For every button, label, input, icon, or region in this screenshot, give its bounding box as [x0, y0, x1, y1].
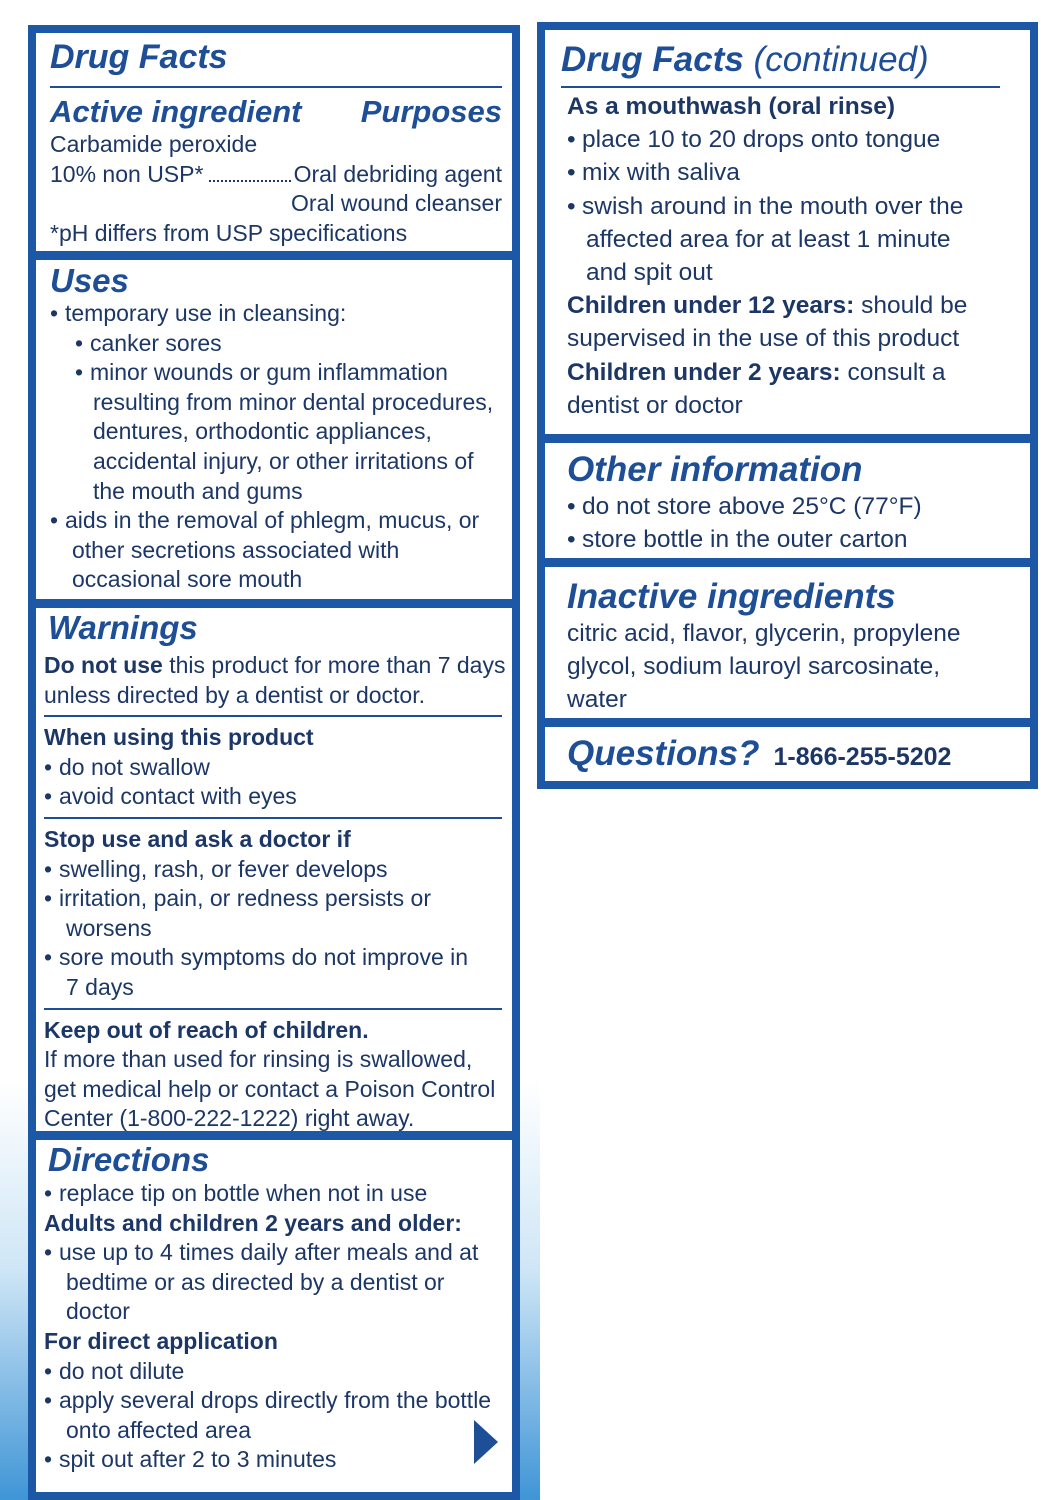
other-item: • store bottle in the outer carton [567, 523, 1020, 556]
continued-label: (continued) [753, 40, 929, 79]
warning-item: • sore mouth symptoms do not improve in [44, 943, 502, 973]
uses-heading: Uses [50, 262, 129, 299]
drug-facts-right-panel [537, 22, 1038, 789]
children-2-line [561, 356, 1020, 389]
do-not-use-text-2: unless directed by a dentist or doctor. [44, 681, 425, 708]
warnings-divider [44, 1008, 502, 1010]
adults-heading: Adults and children 2 years and older: [44, 1209, 462, 1236]
children-2-label: Children under 2 years: [567, 358, 841, 386]
uses-item: • temporary use in cleansing: [50, 299, 502, 329]
directions-item: • use up to 4 times daily after meals and at [44, 1238, 502, 1268]
when-using-heading: When using this product [44, 724, 314, 751]
children-12-line [561, 289, 1020, 322]
keep-out-heading: Keep out of reach of children. [44, 1016, 369, 1043]
uses-text: resulting from minor dental procedures, [93, 388, 494, 415]
uses-item: • aids in the removal of phlegm, mucus, or [50, 506, 502, 536]
adults-heading-text: Adults and children 2 years and older [44, 1209, 455, 1236]
inactive-text: glycol, sodium lauroyl sarcosinate, [567, 653, 941, 681]
warnings-divider [44, 715, 502, 717]
drug-facts-continued-title [561, 38, 1020, 82]
directions-item: • do not dilute [44, 1357, 502, 1387]
mouthwash-text: affected area for at least 1 minute [586, 225, 951, 253]
section-divider [545, 434, 1030, 443]
warning-item: • irritation, pain, or redness persists or [44, 884, 502, 914]
warnings-divider [44, 817, 502, 819]
mouthwash-heading: As a mouthwash (oral rinse) [567, 93, 896, 120]
other-item: • do not store above 25°C (77°F) [567, 490, 1020, 523]
ingredient-purpose-row [50, 160, 502, 190]
questions-heading: Questions? [567, 734, 760, 773]
keep-out-text: If more than used for rinsing is swallowed, [44, 1046, 473, 1073]
section-divider [36, 1131, 512, 1140]
direct-application-heading: For direct application [44, 1327, 278, 1354]
uses-text: dentures, orthodontic appliances, [93, 418, 432, 445]
warning-text: worsens [66, 914, 152, 941]
warning-item: • swelling, rash, or fever develops [44, 855, 502, 885]
children-12-text: should be [854, 292, 968, 320]
next-page-arrow-icon [474, 1420, 498, 1464]
children-12-label: Children under 12 years: [567, 292, 855, 320]
directions-section [36, 1141, 512, 1475]
ingredient-strength: 10% non USP* [50, 160, 204, 187]
warning-text: 7 days [66, 973, 134, 1000]
directions-item: • apply several drops directly from the bottle [44, 1386, 502, 1416]
directions-item: • replace tip on bottle when not in use [44, 1179, 502, 1209]
section-divider [36, 251, 512, 260]
warnings-section [36, 609, 512, 1134]
children-12-text-2: supervised in the use of this product [567, 325, 960, 353]
active-ingredient-heading: Active ingredient [50, 94, 302, 129]
mouthwash-item: • mix with saliva [567, 156, 1020, 189]
do-not-use-label: Do not use [44, 652, 163, 678]
inactive-ingredients-section [545, 577, 1030, 717]
children-2-text: consult a [840, 358, 946, 386]
warning-item: • avoid contact with eyes [44, 782, 502, 812]
uses-text: the mouth and gums [93, 477, 303, 504]
uses-text: accidental injury, or other irritations of [93, 447, 474, 474]
uses-text: other secretions associated with [72, 536, 400, 563]
questions-section [545, 734, 1030, 774]
dot-leader [209, 180, 290, 182]
section-divider [545, 718, 1030, 727]
uses-subitem: • minor wounds or gum inflammation [50, 358, 502, 388]
purpose-1: Oral debriding agent [293, 160, 502, 187]
mouthwash-text: and spit out [586, 259, 713, 287]
title-divider [50, 86, 502, 88]
inactive-text: citric acid, flavor, glycerin, propylene [567, 620, 961, 647]
other-information-heading: Other information [567, 450, 863, 489]
directions-text: bedtime or as directed by a dentist or [66, 1268, 445, 1295]
section-divider [545, 558, 1030, 567]
active-ingredient-section [36, 37, 512, 248]
directions-item: • spit out after 2 to 3 minutes [44, 1445, 502, 1475]
do-not-use-text: this product for more than 7 days [162, 652, 506, 678]
mouthwash-section [545, 38, 1030, 422]
children-2-text-2: dentist or doctor [567, 391, 743, 419]
directions-heading: Directions [48, 1141, 210, 1178]
questions-phone: 1-866-255-5202 [773, 743, 952, 771]
purposes-heading: Purposes [360, 94, 502, 129]
ph-footnote: *pH differs from USP specifications [50, 219, 408, 246]
inactive-text: water [567, 686, 627, 714]
inactive-ingredients-heading: Inactive ingredients [567, 577, 896, 616]
warnings-heading: Warnings [48, 609, 198, 646]
other-information-section [545, 450, 1030, 556]
uses-section [36, 263, 512, 595]
section-divider [36, 599, 512, 608]
uses-text: occasional sore mouth [72, 566, 303, 593]
purpose-2: Oral wound cleanser [291, 190, 502, 217]
stop-use-heading: Stop use and ask a doctor if [44, 825, 351, 852]
drug-facts-title: Drug Facts [50, 38, 228, 76]
keep-out-text: Center (1-800-222-1222) right away. [44, 1105, 415, 1132]
title-divider [561, 86, 1000, 88]
right-title-text: Drug Facts [561, 40, 744, 79]
do-not-use-line [44, 651, 506, 681]
uses-subitem: • canker sores [50, 329, 502, 359]
keep-out-text: get medical help or contact a Poison Control [44, 1075, 496, 1102]
warning-item: • do not swallow [44, 753, 502, 783]
ingredient-name: Carbamide peroxide [50, 131, 258, 157]
mouthwash-item: • place 10 to 20 drops onto tongue [567, 123, 1020, 156]
directions-text: onto affected area [66, 1416, 251, 1443]
drug-facts-left-panel [28, 25, 520, 1500]
mouthwash-item: • swish around in the mouth over the [567, 190, 1020, 223]
directions-text: doctor [66, 1298, 130, 1325]
